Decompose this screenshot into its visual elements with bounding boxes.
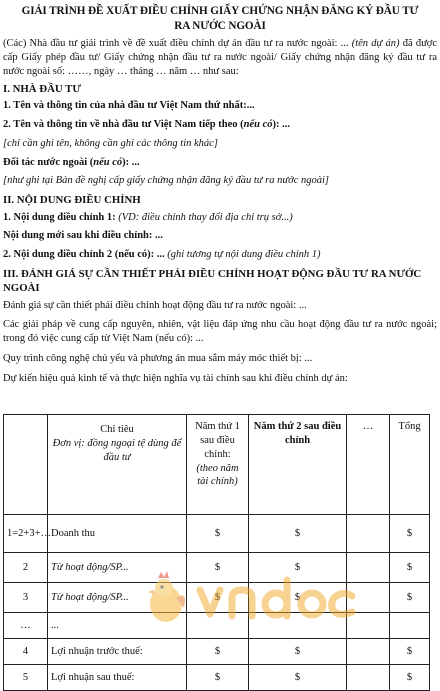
header-dots: … (347, 415, 390, 515)
row-label: Từ hoạt động/SP... (48, 553, 187, 583)
row-dots (347, 613, 390, 639)
assessment-paragraph-2: Các giải pháp về cung cấp nguyên, nhiên, vật liệu đáp ứng nhu cầu hoạt động đầu tư ra nước ngoài; trong đó việc cung cấp từ Việt Nam (nếu có): ... (3, 319, 437, 345)
row-total: $ (390, 515, 430, 553)
table-row (4, 583, 430, 613)
row-year-1: $ (187, 583, 249, 613)
investor-item-2: 2. Tên và thông tin về nhà đầu tư Việt Nam tiếp theo (nếu có): ... (3, 118, 290, 130)
row-dots (347, 583, 390, 613)
row-number: … (4, 613, 48, 639)
row-year-1: $ (187, 639, 249, 665)
section-investor-heading: I. NHÀ ĐẦU TƯ (3, 82, 81, 95)
table-row (4, 639, 430, 665)
row-label: Lợi nhuận sau thuế: (48, 665, 187, 691)
row-year-1: $ (187, 515, 249, 553)
row-total (390, 613, 430, 639)
financial-table (3, 414, 430, 691)
table-row (4, 665, 430, 691)
row-number: 3 (4, 583, 48, 613)
row-year-2: $ (249, 639, 347, 665)
row-year-2 (249, 613, 347, 639)
row-number: 2 (4, 553, 48, 583)
assessment-paragraph-4: Dự kiến hiệu quả kinh tế và thực hiện nghĩa vụ tài chính sau khi điều chỉnh dự án: (3, 373, 348, 385)
row-total: $ (390, 553, 430, 583)
row-label: Từ hoạt động/SP... (48, 583, 187, 613)
intro-text-rest: đã được cấp Giấy phép đầu tư/ Giấy chứng nhận đầu tư ra nước ngoài/ Giấy chứng nhận đăng ký đầu tư ra nước ngoài số: ……, ngày … tháng … năm … như sau: (3, 38, 437, 77)
row-year-1 (187, 613, 249, 639)
row-year-1: $ (187, 553, 249, 583)
investor-note: [chỉ cần ghi tên, không cần ghi các thông tin khác] (3, 137, 218, 149)
intro-project-name: (tên dự án) (351, 38, 400, 50)
header-year-2: Năm thứ 2 sau điều chỉnh (249, 415, 347, 515)
row-total: $ (390, 639, 430, 665)
document-title: GIẢI TRÌNH ĐỀ XUẤT ĐIỀU CHỈNH GIẤY CHỨNG NHẬN ĐĂNG KÝ ĐẦU TƯ RA NƯỚC NGOÀI (21, 5, 419, 32)
section-assessment-heading: III. ĐÁNH GIÁ SỰ CẦN THIẾT PHẢI ĐIỀU CHỈNH HOẠT ĐỘNG ĐẦU TƯ RA NƯỚC NGOÀI (3, 268, 422, 295)
intro-text: (Các) Nhà đầu tư giải trình về đề xuất điều chỉnh dự án đầu tư ra nước ngoài: ... (3, 38, 352, 50)
assessment-paragraph-1: Đánh giá sự cần thiết phải điều chỉnh hoạt động đầu tư ra nước ngoài: ... (3, 299, 307, 311)
row-label: ... (48, 613, 187, 639)
row-label: Lợi nhuận trước thuế: (48, 639, 187, 665)
row-dots (347, 515, 390, 553)
row-total: $ (390, 583, 430, 613)
intro-paragraph (3, 37, 437, 79)
row-year-2: $ (249, 583, 347, 613)
row-year-2: $ (249, 515, 347, 553)
row-total: $ (390, 665, 430, 691)
row-number: 1=2+3+… (4, 515, 48, 553)
row-dots (347, 665, 390, 691)
header-total: Tổng (390, 415, 430, 515)
assessment-paragraph-3: Quy trình công nghệ chủ yếu và phương án mua sắm máy móc thiết bị: ... (3, 353, 313, 365)
row-dots (347, 553, 390, 583)
row-year-1: $ (187, 665, 249, 691)
partner-note: [như ghi tại Bản đề nghị cấp giấy chứng nhận đăng ký đầu tư ra nước ngoài] (3, 175, 329, 187)
row-label: Doanh thu (48, 515, 187, 553)
table-row (4, 613, 430, 639)
table-row (4, 515, 430, 553)
table-header-row (4, 415, 430, 515)
foreign-partner: Đối tác nước ngoài (nếu có): ... (3, 156, 140, 168)
row-number: 5 (4, 665, 48, 691)
row-number: 4 (4, 639, 48, 665)
adjustment-item-1: 1. Nội dung điều chỉnh 1: (VD: điều chỉnh thay đổi địa chỉ trụ sở...) (3, 211, 293, 223)
row-year-2: $ (249, 553, 347, 583)
adjustment-new-content: Nội dung mới sau khi điều chỉnh: ... (3, 230, 163, 242)
investor-item-1: 1. Tên và thông tin của nhà đầu tư Việt Nam thứ nhất:... (3, 99, 255, 111)
table-row (4, 553, 430, 583)
logo-text: vndoc (142, 568, 145, 569)
row-dots (347, 639, 390, 665)
section-adjustment-heading: II. NỘI DUNG ĐIỀU CHỈNH (3, 194, 141, 207)
row-year-2: $ (249, 665, 347, 691)
header-no (4, 415, 48, 515)
adjustment-item-2: 2. Nội dung điều chỉnh 2 (nếu có): ... (ghi tương tự nội dung điều chỉnh 1) (3, 249, 321, 261)
header-year-1: Năm thứ 1 sau điều chỉnh: (theo năm tài chính) (187, 415, 249, 515)
header-item: Chỉ tiêu Đơn vị: đồng ngoại tệ dùng để đầu tư (48, 415, 187, 515)
